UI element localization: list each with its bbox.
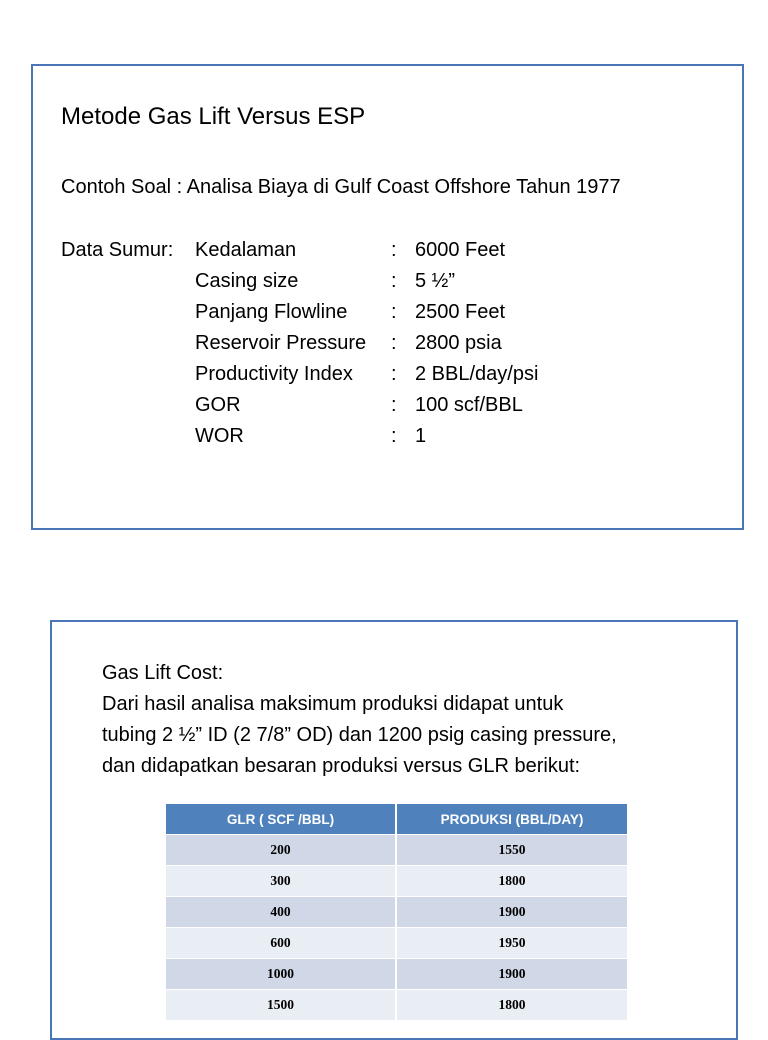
- well-data-colon: :: [391, 332, 397, 354]
- text-line: Gas Lift Cost:: [102, 662, 224, 684]
- glr-cell: 400: [166, 897, 396, 928]
- table-row: [166, 990, 627, 1021]
- well-data-key: Casing size: [195, 270, 299, 292]
- slide-1: [31, 64, 744, 530]
- glr-production-table: [166, 804, 627, 1020]
- table-row: [166, 835, 627, 866]
- produksi-cell: 1550: [396, 835, 627, 866]
- text-line: tubing 2 ½” ID (2 7/8” OD) dan 1200 psig casing pressure,: [102, 724, 617, 746]
- well-data-colon: :: [391, 301, 397, 323]
- well-data-key: WOR: [195, 425, 244, 447]
- well-data-key: Kedalaman: [195, 239, 297, 261]
- well-data-key: Productivity Index: [195, 363, 353, 385]
- well-data-value: 5 ½”: [415, 270, 456, 292]
- produksi-cell: 1800: [396, 990, 627, 1021]
- well-data-value: 6000 Feet: [415, 239, 506, 261]
- table-row: [166, 928, 627, 959]
- well-data-colon: :: [391, 270, 397, 292]
- glr-cell: 200: [166, 835, 396, 866]
- table-row: [166, 866, 627, 897]
- column-header-glr: GLR ( SCF /BBL): [166, 804, 396, 835]
- column-header-produksi: PRODUKSI (BBL/DAY): [396, 804, 627, 835]
- glr-cell: 600: [166, 928, 396, 959]
- slide-title: Metode Gas Lift Versus ESP: [61, 103, 366, 130]
- produksi-cell: 1900: [396, 897, 627, 928]
- well-data-colon: :: [391, 239, 397, 261]
- well-data-value: 2500 Feet: [415, 301, 506, 323]
- table-row: [166, 897, 627, 928]
- well-data-value: 2 BBL/day/psi: [415, 363, 539, 385]
- well-data-value: 1: [415, 425, 427, 447]
- table-header-row: [166, 804, 627, 835]
- text-line: dan didapatkan besaran produksi versus GLR berikut:: [102, 755, 581, 777]
- table-row: [166, 959, 627, 990]
- well-data-key: Reservoir Pressure: [195, 332, 367, 354]
- slide-subtitle: Contoh Soal : Analisa Biaya di Gulf Coast Offshore Tahun 1977: [61, 176, 621, 198]
- slide-2: [50, 620, 738, 1040]
- glr-cell: 1000: [166, 959, 396, 990]
- data-sumur-label: Data Sumur:: [61, 239, 174, 261]
- produksi-cell: 1950: [396, 928, 627, 959]
- well-data-value: 100 scf/BBL: [415, 394, 523, 416]
- well-data-key: GOR: [195, 394, 241, 416]
- gas-lift-cost-text: [102, 658, 722, 782]
- well-data-colon: :: [391, 394, 397, 416]
- well-data-colon: :: [391, 363, 397, 385]
- text-line: Dari hasil analisa maksimum produksi didapat untuk: [102, 693, 564, 715]
- glr-cell: 300: [166, 866, 396, 897]
- produksi-cell: 1800: [396, 866, 627, 897]
- glr-cell: 1500: [166, 990, 396, 1021]
- well-data-key: Panjang Flowline: [195, 301, 348, 323]
- well-data-value: 2800 psia: [415, 332, 502, 354]
- well-data-colon: :: [391, 425, 397, 447]
- produksi-cell: 1900: [396, 959, 627, 990]
